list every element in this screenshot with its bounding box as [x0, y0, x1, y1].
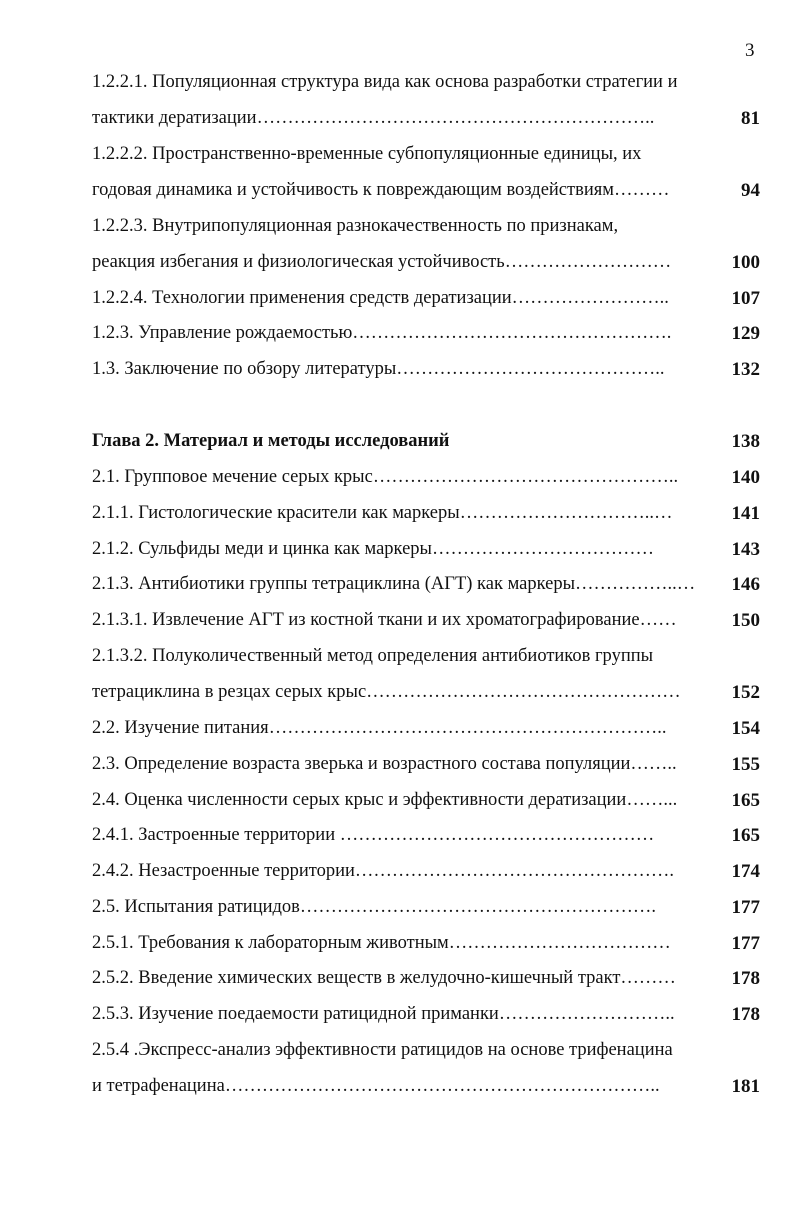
toc-page-number: 129: [731, 323, 760, 344]
toc-entry-text: 1.2.2.2. Пространственно-временные субпопуляционные единицы, их: [92, 144, 642, 164]
toc-page-number: 181: [731, 1076, 760, 1097]
toc-entry-text: 2.5. Испытания ратицидов………………………………………………….: [92, 897, 657, 917]
toc-entry-text: 2.5.2. Введение химических веществ в желудочно-кишечный тракт………: [92, 968, 676, 988]
toc-page-number: 177: [731, 897, 760, 918]
toc-page-number: 150: [731, 610, 760, 631]
toc-page-number: 140: [731, 467, 760, 488]
toc-page-number: 154: [731, 718, 760, 739]
toc-page-number: 155: [731, 754, 760, 775]
toc-entry-text: 2.1. Групповое мечение серых крыс…………………………………………..: [92, 467, 679, 487]
toc-page-number: 152: [731, 682, 760, 703]
toc-entry-text: 2.4.1. Застроенные территории ……………………………………………: [92, 825, 655, 845]
toc-entry-text: 2.1.3. Антибиотики группы тетрациклина (АГТ) как маркеры……………..…: [92, 574, 696, 594]
toc-entry-text: 1.3. Заключение по обзору литературы……………………………………..: [92, 359, 665, 379]
toc-page-number: 100: [731, 252, 760, 273]
toc-entry-text: 2.5.4 .Экспресс-анализ эффективности ратицидов на основе трифенацина: [92, 1040, 673, 1060]
toc-entry-text: тактики дератизации………………………………………………………..: [92, 108, 655, 128]
toc-entry-text: тетрациклина в резцах серых крыс……………………………………………: [92, 682, 681, 702]
toc-page-number: 177: [731, 933, 760, 954]
toc-entry-text: 2.3. Определение возраста зверька и возрастного состава популяции……..: [92, 754, 677, 774]
toc-page-number: 178: [731, 968, 760, 989]
toc-page-number: 143: [731, 539, 760, 560]
toc-page-number: 94: [741, 180, 760, 201]
toc-entry-text: 2.1.1. Гистологические красители как маркеры…………………………..…: [92, 503, 673, 523]
toc-entry-text: 2.1.3.2. Полуколичественный метод определения антибиотиков группы: [92, 646, 654, 666]
toc-entry-text: 2.4.2. Незастроенные территории…………………………………………….: [92, 861, 675, 881]
toc-entry-text: 2.1.2. Сульфиды меди и цинка как маркеры………………………………: [92, 539, 654, 559]
toc-page-number: 178: [731, 1004, 760, 1025]
toc-entry-text: 2.2. Изучение питания………………………………………………………..: [92, 718, 667, 738]
page-number: 3: [745, 40, 755, 61]
toc-page-number: 107: [731, 288, 760, 309]
toc-page-number: 132: [731, 359, 760, 380]
toc-entry-text: 2.1.3.1. Извлечение АГТ из костной ткани и их хроматографирование……: [92, 610, 677, 630]
toc-entry-text: и тетрафенацина……………………………………………………………..: [92, 1076, 660, 1096]
toc-entry-text: 2.5.1. Требования к лабораторным животным………………………………: [92, 933, 671, 953]
toc-page-number: 165: [731, 790, 760, 811]
toc-page-number: 174: [731, 861, 760, 882]
toc-entry-text: 1.2.3. Управление рождаемостью…………………………………………….: [92, 323, 672, 343]
toc-entry-text: реакция избегания и физиологическая устойчивость………………………: [92, 252, 672, 272]
toc-entry-text: 1.2.2.3. Внутрипопуляционная разнокачественность по признакам,: [92, 216, 619, 236]
toc-page-number: 165: [731, 825, 760, 846]
toc-page-number: 81: [741, 108, 760, 129]
chapter-title: Глава 2. Материал и методы исследований: [92, 431, 450, 451]
toc-entry-text: годовая динамика и устойчивость к повреждающим воздействиям………: [92, 180, 670, 200]
toc-page-number: 141: [731, 503, 760, 524]
toc-entry-text: 2.4. Оценка численности серых крыс и эффективности дератизации……...: [92, 790, 678, 810]
toc-page-number: 138: [731, 431, 760, 452]
toc-entry-text: 1.2.2.1. Популяционная структура вида как основа разработки стратегии и: [92, 72, 678, 92]
toc-page-number: 146: [731, 574, 760, 595]
toc-entry-text: 1.2.2.4. Технологии применения средств дератизации……………………..: [92, 288, 669, 308]
toc-entry-text: 2.5.3. Изучение поедаемости ратицидной приманки………………………..: [92, 1004, 675, 1024]
